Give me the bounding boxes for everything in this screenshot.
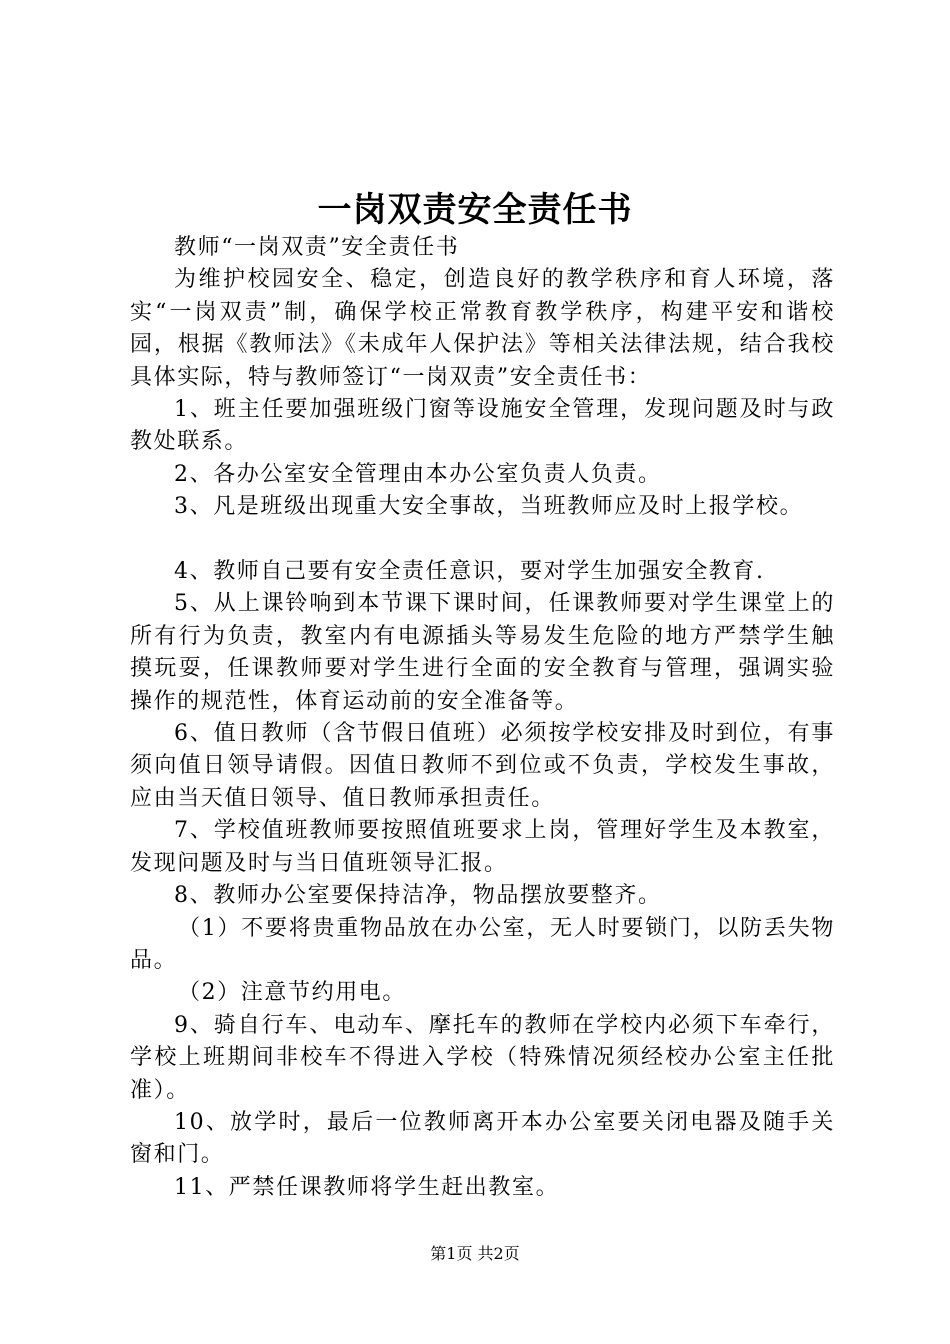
document-subtitle: 教师“一岗双责”安全责任书 [174, 235, 460, 260]
list-item: 5、从上课铃响到本节课下课时间，任课教师要对学生课堂上的所有行为负责，教室内有电源插头等易发生危险的地方严禁学生触摸玩耍，任课教师要对学生进行全面的安全教育与管理，强调实验操作的规范性，体育运动前的安全准备等。 [130, 591, 835, 714]
list-item: 6、值日教师（含节假日值班）必须按学校安排及时到位，有事须向值日领导请假。因值日教师不到位或不负责，学校发生事故，应由当天值日领导、值日教师承担责任。 [130, 721, 835, 811]
page-footer: 第1页 共2页 [430, 1244, 520, 1263]
list-item: 10、放学时，最后一位教师离开本办公室要关闭电器及随手关窗和门。 [130, 1109, 835, 1168]
list-item: 9、骑自行车、电动车、摩托车的教师在学校内必须下车牵行，学校上班期间非校车不得进入学校（特殊情况须经校办公室主任批准）。 [130, 1012, 835, 1103]
list-item: 4、教师自己要有安全责任意识，要对学生加强安全教育. [174, 559, 765, 585]
list-item: 2、各办公室安全管理由本办公室负责人负责。 [174, 461, 662, 487]
list-item: 3、凡是班级出现重大安全事故，当班教师应及时上报学校。 [174, 494, 804, 520]
document-title: 一岗双责安全责任书 [317, 190, 633, 230]
intro-paragraph: 为维护校园安全、稳定，创造良好的教学秩序和育人环境，落实“一岗双责”制，确保学校正常教育教学秩序，构建平安和谐校园，根据《教师法》《未成年人保护法》等相关法律法规，结合我校具体实际，特与教师签订“一岗双责”安全责任书： [130, 267, 835, 390]
list-item: 11、严禁任课教师将学生赶出教室。 [174, 1174, 560, 1200]
list-item: 1、班主任要加强班级门窗等设施安全管理，发现问题及时与政教处联系。 [130, 397, 835, 455]
list-item: 7、学校值班教师要按照值班要求上岗，管理好学生及本教室，发现问题及时与当日值班领导汇报。 [130, 818, 835, 876]
document-body [130, 232, 835, 1204]
list-item: 8、教师办公室要保持洁净，物品摆放要整齐。 [174, 883, 662, 909]
sub-list-item: （2）注意节约用电。 [178, 980, 406, 1006]
sub-list-item: （1）不要将贵重物品放在办公室，无人时要锁门，以防丢失物品。 [130, 915, 835, 973]
